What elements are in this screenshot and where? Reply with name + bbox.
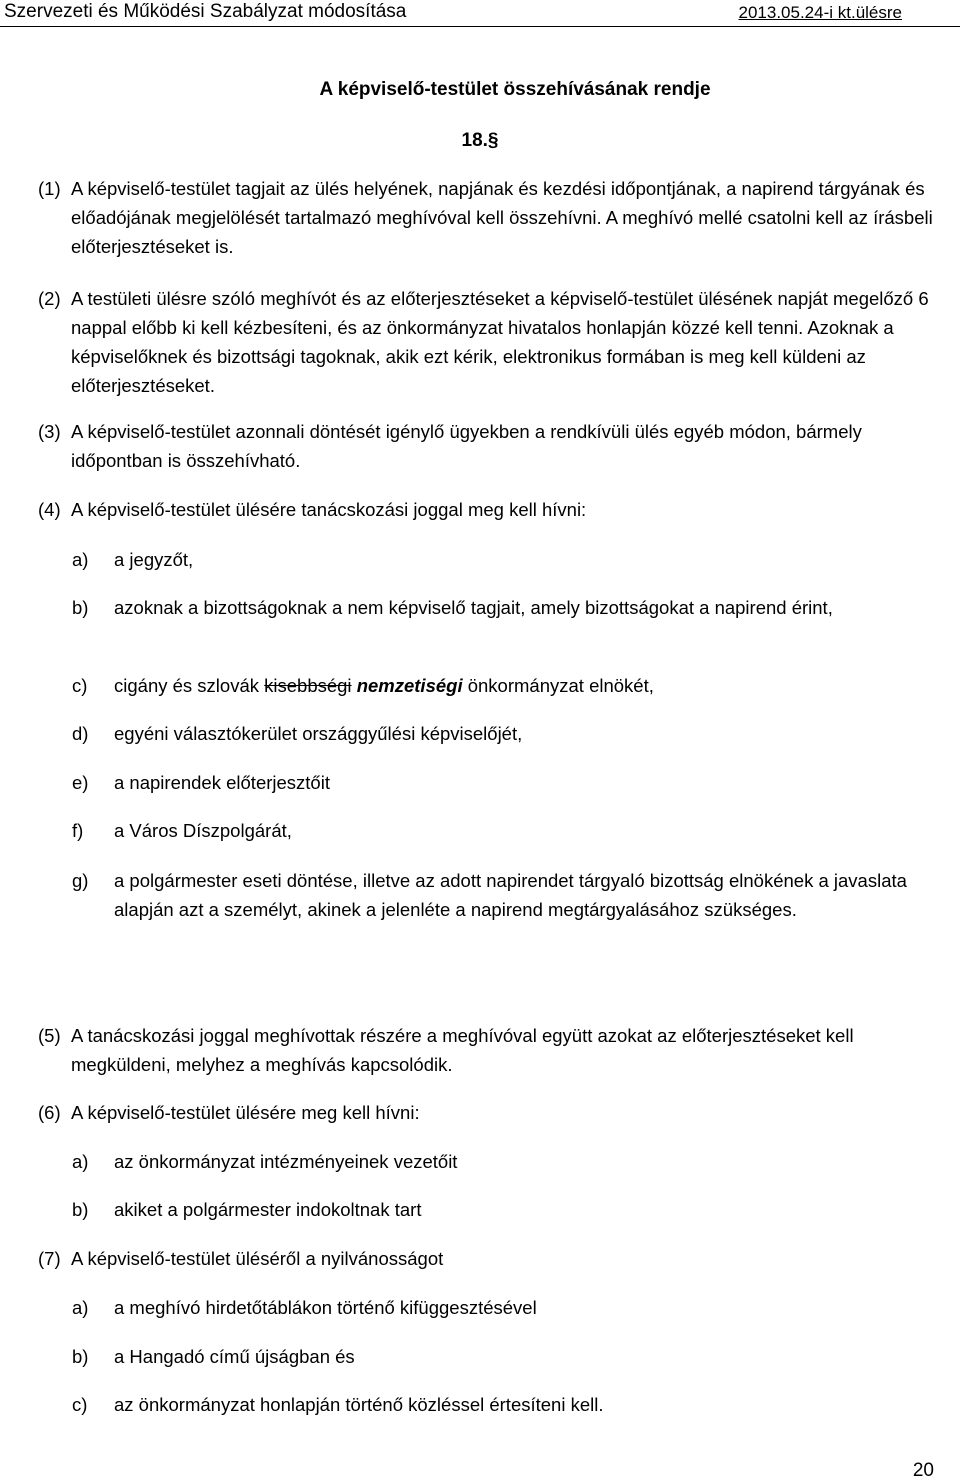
list-item-text: a polgármester eseti döntése, illetve az adott napirendet tárgyaló bizottság elnökének a javaslata alapján azt a személyt, akinek a jelenléte a napirend megtárgyalásához szükséges. <box>114 870 907 920</box>
paragraph-5 <box>38 1021 956 1079</box>
list-item-label: g) <box>72 870 89 891</box>
list-item-text: a Város Díszpolgárát, <box>114 820 292 841</box>
text-segment: cigány és szlovák <box>114 675 265 696</box>
paragraph-text: A tanácskozási joggal meghívottak részére a meghívóval együtt azokat az előterjesztéseket kell megküldeni, melyhez a meghívás kapcsolódik. <box>71 1025 854 1075</box>
paragraph-text: A képviselő-testület ülésére tanácskozási joggal meg kell hívni: <box>71 499 587 520</box>
list-item-text: egyéni választókerület országgyűlési képviselőjét, <box>114 723 523 744</box>
list-item-text: akiket a polgármester indokoltnak tart <box>114 1199 422 1220</box>
list-item-text: azoknak a bizottságoknak a nem képviselő tagjait, amely bizottságokat a napirend érint, <box>114 597 833 618</box>
list-item-text: az önkormányzat intézményeinek vezetőit <box>114 1151 458 1172</box>
page-number: 20 <box>912 1460 934 1481</box>
list-item <box>72 768 956 797</box>
paragraph-number: (5) <box>38 1025 61 1046</box>
list-item-label: a) <box>72 549 89 570</box>
list-item-text: az önkormányzat honlapján történő közléssel értesíteni kell. <box>114 1394 604 1415</box>
paragraph-text: A képviselő-testület üléséről a nyilvánosságot <box>71 1248 444 1269</box>
list-item-label: b) <box>72 597 89 618</box>
list-item-text: a napirendek előterjesztőit <box>114 772 330 793</box>
inserted-text: nemzetiségi <box>356 675 463 696</box>
list-item <box>72 866 956 924</box>
paragraph-text: A képviselő-testület tagjait az ülés helyének, napjának és kezdési időpontjának, a napirend tárgyának és előadójának megjelölését tartalmazó meghívóval kell összehívni. A meghívó mellé csatolni kell az írásbeli előterjesztéseket is. <box>71 178 933 257</box>
list-item-label: b) <box>72 1199 89 1220</box>
list-item-text <box>72 671 956 700</box>
text-segment: önkormányzat elnökét, <box>462 675 654 696</box>
chapter-title: A képviselő-testület összehívásának rendje <box>319 79 711 100</box>
header-date: 2013.05.24-i kt.ülésre <box>738 3 902 22</box>
page-header <box>0 0 960 27</box>
paragraph-number: (4) <box>38 499 61 520</box>
list-item-label: b) <box>72 1346 89 1367</box>
paragraph-6 <box>38 1098 956 1127</box>
list-item <box>72 816 956 845</box>
list-item <box>72 1293 956 1322</box>
paragraph-2 <box>38 284 956 400</box>
list-item <box>72 593 956 622</box>
paragraph-number: (6) <box>38 1102 61 1123</box>
list-item <box>72 1147 956 1176</box>
list-item <box>72 671 956 700</box>
paragraph-4 <box>38 495 956 524</box>
list-item-label: a) <box>72 1297 89 1318</box>
struck-text: kisebbségi <box>264 675 352 696</box>
paragraph-7 <box>38 1244 956 1273</box>
paragraph-text: A képviselő-testület azonnali döntését igénylő ügyekben a rendkívüli ülés egyéb módon, bármely időpontban is összehívható. <box>71 421 862 471</box>
list-item-text: a Hangadó című újságban és <box>114 1346 355 1367</box>
paragraph-number: (3) <box>38 421 61 442</box>
section-number: 18.§ <box>461 130 499 151</box>
header-title: Szervezeti és Működési Szabályzat módosítása <box>4 1 407 22</box>
list-item-label: c) <box>72 1394 88 1415</box>
paragraph-number: (7) <box>38 1248 61 1269</box>
list-item <box>72 1195 956 1224</box>
paragraph-1 <box>38 174 956 261</box>
paragraph-text: A testületi ülésre szóló meghívót és az előterjesztéseket a képviselő-testület ülésének napját megelőző 6 nappal előbb ki kell kézbesíteni, és az önkormányzat hivatalos honlapján közzé kell tenni. Azoknak a képviselőknek és bizottsági tagoknak, akik ezt kérik, elektronikus formában is meg kell küldeni az előterjesztéseket. <box>71 288 929 396</box>
paragraph-text: A képviselő-testület ülésére meg kell hívni: <box>71 1102 420 1123</box>
list-item-label: e) <box>72 772 89 793</box>
list-item-label: c) <box>72 675 88 696</box>
paragraph-number: (1) <box>38 178 61 199</box>
list-item-label: a) <box>72 1151 89 1172</box>
list-item <box>72 545 956 574</box>
list-item-label: f) <box>72 820 84 841</box>
paragraph-number: (2) <box>38 288 61 309</box>
list-item-text: a jegyzőt, <box>114 549 194 570</box>
list-item-label: d) <box>72 723 89 744</box>
paragraph-3 <box>38 417 956 475</box>
list-item <box>72 719 956 748</box>
list-item <box>72 1342 956 1371</box>
list-item-text: a meghívó hirdetőtáblákon történő kifüggesztésével <box>114 1297 537 1318</box>
list-item <box>72 1390 956 1419</box>
